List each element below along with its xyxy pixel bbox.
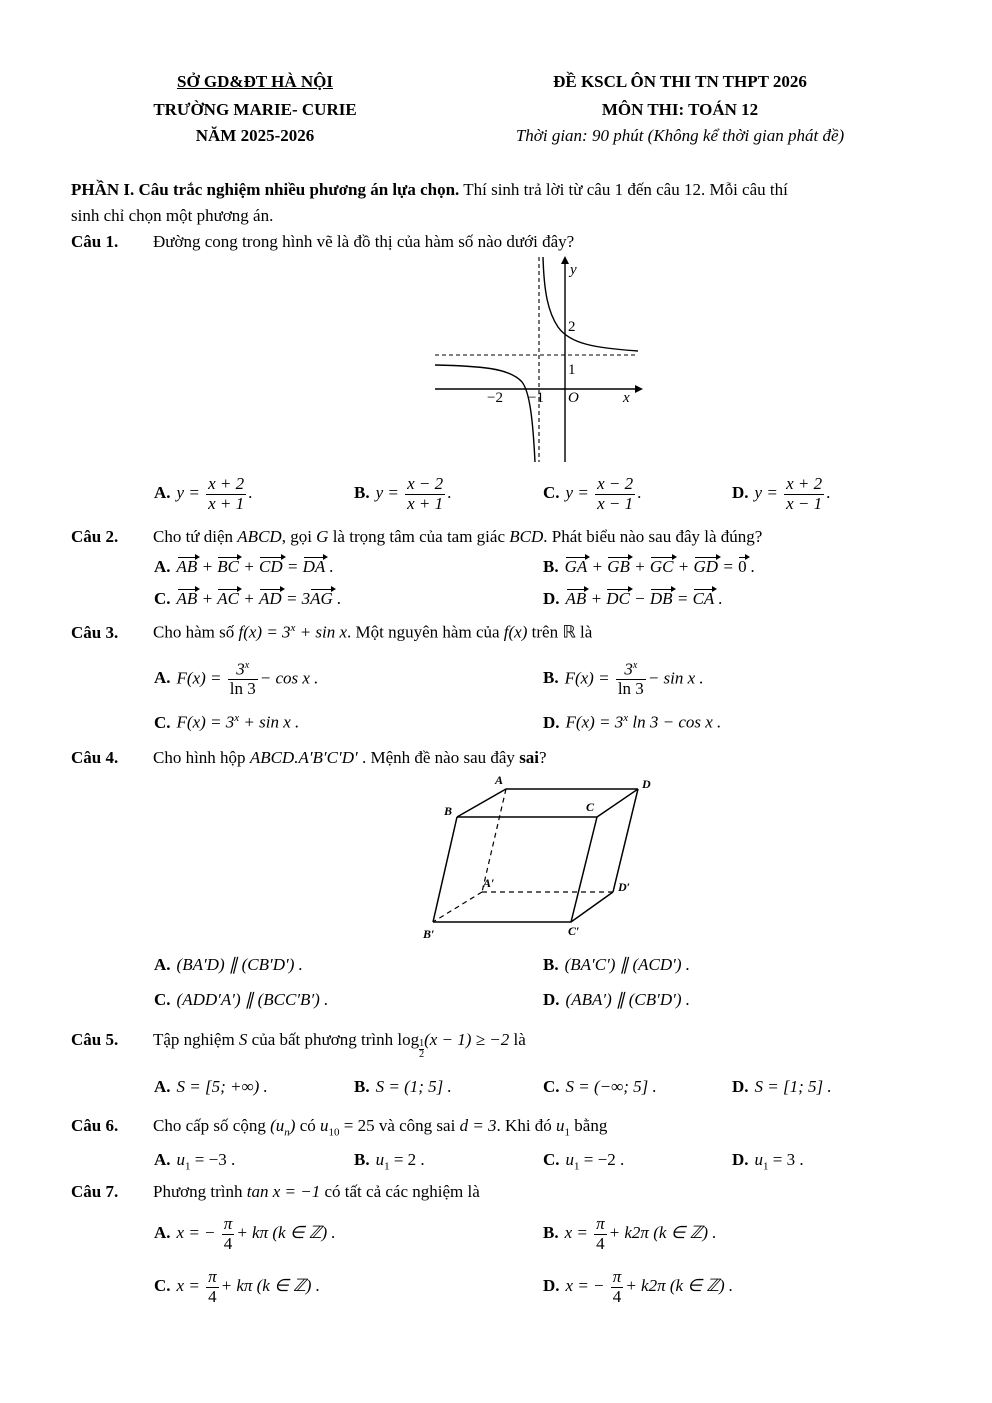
math-un: (u bbox=[270, 1116, 285, 1135]
option-text: = −3 . bbox=[190, 1150, 236, 1169]
option-label: C. bbox=[543, 1077, 560, 1096]
q7-option-c[interactable] bbox=[154, 1268, 320, 1306]
question-text: ? bbox=[539, 748, 547, 767]
option-text: S = (−∞; 5] . bbox=[565, 1077, 657, 1096]
q5-option-b[interactable] bbox=[354, 1077, 452, 1097]
question-number: Câu 4. bbox=[71, 748, 119, 767]
math-log-arg: (x − 1) ≥ −2 bbox=[424, 1030, 510, 1049]
fraction-num: x − 2 bbox=[597, 474, 634, 493]
option-label: C. bbox=[154, 589, 171, 608]
option-label: B. bbox=[354, 1150, 370, 1169]
question-text: . Mệnh đề nào sau đây bbox=[357, 748, 520, 767]
math-sup: x bbox=[623, 712, 629, 724]
option-text: x = − bbox=[176, 1223, 216, 1243]
q4-option-a[interactable] bbox=[154, 955, 303, 975]
q5-option-a[interactable] bbox=[154, 1077, 268, 1097]
fraction-den: 4 bbox=[208, 1286, 217, 1306]
option-label: D. bbox=[543, 589, 560, 608]
question-number: Câu 3. bbox=[71, 622, 119, 642]
q1-option-b[interactable]: B. y = $\frac{x - 2}{x + 1}$ . bbox=[354, 474, 452, 513]
graph-label-neg1: −1 bbox=[528, 390, 544, 406]
log-base-num: 1 bbox=[419, 1038, 425, 1049]
math-abcd: ABCD bbox=[237, 527, 282, 546]
option-label: A. bbox=[154, 955, 171, 974]
q6-option-b[interactable] bbox=[354, 1150, 425, 1172]
math-log: log bbox=[397, 1030, 420, 1049]
option-text: F(x) = bbox=[564, 668, 610, 688]
question-text: Cho hàm số bbox=[153, 622, 239, 642]
option-text: (BA′D) ∥ (CB′D′) . bbox=[176, 955, 303, 974]
math-sup: x bbox=[632, 660, 638, 671]
option-label: C. bbox=[154, 1276, 171, 1296]
math-sub: 1 bbox=[763, 1160, 769, 1173]
q1-option-a[interactable]: A. y = $\frac{x + 2}{x + 1}$ . bbox=[154, 474, 253, 513]
math-u1: u bbox=[754, 1150, 764, 1169]
option-text: − cos x . bbox=[259, 668, 319, 688]
option-text: = 3 . bbox=[768, 1150, 804, 1169]
option-label: D. bbox=[543, 1276, 560, 1296]
math-sub: 10 bbox=[328, 1126, 340, 1139]
math-d: d = 3 bbox=[459, 1116, 497, 1135]
school-name: TRƯỜNG MARIE- CURIE bbox=[153, 100, 357, 119]
fraction-den: 4 bbox=[223, 1233, 233, 1253]
option-text: S = [1; 5] . bbox=[754, 1077, 832, 1096]
option-label: A. bbox=[154, 1077, 171, 1096]
graph-y-label: y bbox=[570, 262, 577, 278]
math-u10: u bbox=[319, 1116, 329, 1135]
option-text: + kπ (k ∈ ℤ) . bbox=[220, 1276, 320, 1296]
school-department: SỞ GD&ĐT HÀ NỘI bbox=[176, 72, 333, 91]
q4-option-c[interactable] bbox=[154, 990, 328, 1010]
option-text: = 2 . bbox=[389, 1150, 425, 1169]
math-sub: 1 bbox=[574, 1160, 580, 1173]
question-text: , gọi bbox=[281, 527, 317, 546]
option-label: A. bbox=[154, 1223, 171, 1243]
log-base-den: 2 bbox=[419, 1049, 425, 1060]
fraction-num: π bbox=[612, 1267, 622, 1286]
math-sup: x bbox=[290, 622, 296, 634]
question-text: của bất phương trình bbox=[247, 1030, 398, 1049]
math-eq: tan x = −1 bbox=[246, 1182, 321, 1201]
math-fx: f(x) = 3 bbox=[238, 622, 291, 642]
q4-option-d[interactable] bbox=[543, 990, 690, 1010]
q3-option-a[interactable] bbox=[154, 660, 318, 699]
q4-option-b[interactable] bbox=[543, 955, 690, 975]
fraction-den: ln 3 bbox=[229, 679, 256, 699]
part-1-instruction bbox=[71, 180, 931, 200]
fraction-num: 3 bbox=[624, 659, 633, 679]
fraction-den: x − 1 bbox=[786, 493, 823, 513]
fraction-num: x + 2 bbox=[208, 474, 245, 493]
option-label: C. bbox=[154, 990, 171, 1009]
school-year: NĂM 2025-2026 bbox=[195, 126, 315, 145]
graph-label-neg2: −2 bbox=[487, 390, 503, 406]
question-text: trên ℝ là bbox=[527, 622, 593, 642]
q5-option-d[interactable] bbox=[732, 1077, 832, 1097]
option-text: + k2π (k ∈ ℤ) . bbox=[608, 1223, 717, 1243]
graph-origin-label: O bbox=[568, 390, 579, 406]
q7-option-a[interactable] bbox=[154, 1215, 336, 1253]
math-fx-tail: + sin x bbox=[295, 622, 348, 642]
option-text: S = (1; 5] . bbox=[375, 1077, 452, 1096]
question-text: Cho tứ diện bbox=[153, 527, 238, 546]
graph-label-2: 2 bbox=[568, 319, 576, 335]
graph-x-label: x bbox=[623, 390, 630, 406]
option-label: B. bbox=[543, 1223, 559, 1243]
option-label: A. bbox=[154, 557, 171, 576]
option-label: A. bbox=[154, 1150, 171, 1169]
vertex-A-prime: A′ bbox=[483, 876, 495, 890]
vertex-D: D bbox=[642, 777, 651, 791]
fraction-num: 3 bbox=[236, 659, 245, 679]
question-number: Câu 5. bbox=[71, 1030, 119, 1049]
math-u10-val: = 25 bbox=[339, 1116, 375, 1135]
option-label: D. bbox=[543, 990, 560, 1009]
q3-option-b[interactable] bbox=[543, 660, 704, 699]
option-label: B. bbox=[543, 557, 559, 576]
question-number: Câu 6. bbox=[71, 1116, 119, 1135]
option-text: = −2 . bbox=[579, 1150, 625, 1169]
question-2 bbox=[71, 527, 931, 547]
fraction-num: π bbox=[596, 1214, 605, 1233]
math-sub: 1 bbox=[564, 1126, 571, 1139]
option-label: B. bbox=[354, 483, 370, 503]
exam-subject: MÔN THI: TOÁN 12 bbox=[601, 100, 759, 119]
question-text: Phương trình bbox=[153, 1182, 247, 1201]
question-text: có tất cả các nghiệm là bbox=[320, 1182, 480, 1201]
question-text: Đường cong trong hình vẽ là đồ thị của hàm số nào dưới đây? bbox=[153, 232, 575, 251]
option-label: B. bbox=[543, 668, 559, 688]
math-fx2: f(x) bbox=[503, 622, 528, 642]
question-number: Câu 2. bbox=[71, 527, 119, 546]
part-1-instruction-line2 bbox=[71, 206, 931, 226]
option-text: ln 3 − cos x . bbox=[628, 712, 722, 732]
fraction-den: x − 1 bbox=[597, 493, 634, 513]
option-text: x = bbox=[564, 1223, 588, 1243]
question-7 bbox=[71, 1182, 931, 1202]
option-label: C. bbox=[543, 483, 560, 503]
vertex-C: C bbox=[586, 800, 595, 814]
part-1-instruction-2: sinh chỉ chọn một phương án. bbox=[71, 206, 274, 225]
vertex-A: A bbox=[495, 773, 504, 787]
q7-option-b[interactable] bbox=[543, 1215, 717, 1253]
q2-option-d[interactable]: D. AB + DC − DB = CA . bbox=[543, 589, 723, 608]
option-label: A. bbox=[154, 668, 171, 688]
question-1 bbox=[71, 232, 931, 252]
q6-option-d[interactable] bbox=[732, 1150, 804, 1172]
math-u1: u bbox=[565, 1150, 575, 1169]
option-label: C. bbox=[543, 1150, 560, 1169]
option-text: F(x) = 3 bbox=[565, 712, 624, 732]
q1-option-d[interactable]: D. y = $\frac{x + 2}{x - 1}$ . bbox=[732, 474, 831, 513]
vertex-D-prime: D′ bbox=[618, 880, 631, 894]
math-sup: x bbox=[234, 712, 240, 724]
fraction-num: x + 2 bbox=[786, 474, 823, 493]
q6-option-c[interactable] bbox=[543, 1150, 624, 1172]
q5-option-c[interactable] bbox=[543, 1077, 657, 1097]
question-text: và công sai bbox=[374, 1116, 460, 1135]
question-text: bằng bbox=[570, 1116, 608, 1135]
q2-option-c[interactable]: C. AB + AC + AD = 3AG . bbox=[154, 589, 342, 608]
question-4 bbox=[71, 748, 931, 768]
option-text: S = [5; +∞) . bbox=[176, 1077, 268, 1096]
fraction-den: 4 bbox=[596, 1233, 605, 1253]
question-text: Tập nghiệm bbox=[153, 1030, 239, 1049]
option-text: x = − bbox=[565, 1276, 605, 1296]
question-text: là trọng tâm của tam giác bbox=[328, 527, 510, 546]
vertex-B: B bbox=[444, 804, 453, 818]
math-s: S bbox=[238, 1030, 248, 1049]
option-text: + sin x . bbox=[239, 712, 300, 732]
question-3 bbox=[71, 622, 931, 643]
question-5 bbox=[71, 1030, 931, 1060]
question-text: . Phát biểu nào sau đây là đúng? bbox=[543, 527, 763, 546]
exam-title: ĐỀ KSCL ÔN THI TN THPT 2026 bbox=[553, 72, 807, 91]
math-un-close: ) bbox=[289, 1116, 296, 1135]
math-sub: 1 bbox=[384, 1160, 390, 1173]
fraction-num: π bbox=[208, 1267, 217, 1286]
option-text: + k2π (k ∈ ℤ) . bbox=[625, 1276, 734, 1296]
question-number: Câu 7. bbox=[71, 1182, 119, 1201]
math-u1: u bbox=[176, 1150, 186, 1169]
emphasis-sai: sai bbox=[519, 748, 540, 767]
option-text: F(x) = 3 bbox=[176, 712, 235, 732]
option-text: (ABA′) ∥ (CB′D′) . bbox=[565, 990, 690, 1009]
fraction-num: x − 2 bbox=[407, 474, 444, 493]
question-text: . Một nguyên hàm của bbox=[347, 622, 504, 642]
math-bcd: BCD bbox=[509, 527, 544, 546]
fraction-den: x + 1 bbox=[208, 493, 245, 513]
option-label: D. bbox=[732, 483, 749, 503]
question-number: Câu 1. bbox=[71, 232, 119, 251]
question-text: Cho hình hộp bbox=[153, 748, 250, 767]
math-box: ABCD.A′B′C′D′ bbox=[249, 748, 358, 767]
question-text: . Khi đó bbox=[496, 1116, 557, 1135]
question-6 bbox=[71, 1116, 931, 1138]
part-1-title: PHẦN I. Câu trắc nghiệm nhiều phương án lựa chọn. bbox=[71, 180, 460, 199]
option-text: + kπ (k ∈ ℤ) . bbox=[236, 1223, 336, 1243]
graph-label-1: 1 bbox=[568, 362, 576, 378]
math-u1: u bbox=[375, 1150, 385, 1169]
option-text: (BA′C′) ∥ (ACD′) . bbox=[564, 955, 691, 974]
question-text: Cho cấp số cộng bbox=[153, 1116, 271, 1135]
fraction-den: ln 3 bbox=[617, 679, 644, 699]
q6-option-a[interactable] bbox=[154, 1150, 235, 1172]
q2-option-b[interactable]: B. GA + GB + GC + GD = 0 . bbox=[543, 557, 756, 576]
math-sub: 1 bbox=[185, 1160, 191, 1173]
q7-option-d[interactable] bbox=[543, 1268, 733, 1306]
math-u1: u bbox=[556, 1116, 565, 1135]
math-g: G bbox=[316, 527, 329, 546]
option-label: A. bbox=[154, 483, 171, 503]
vertex-C-prime: C′ bbox=[568, 924, 580, 938]
fraction-den: 4 bbox=[612, 1286, 622, 1306]
q3-option-c[interactable] bbox=[154, 712, 299, 733]
vertex-B-prime: B′ bbox=[423, 927, 435, 941]
math-sup: x bbox=[244, 660, 250, 671]
option-text: − sin x . bbox=[647, 668, 704, 688]
parallelepiped-figure bbox=[420, 772, 660, 942]
option-text: F(x) = bbox=[176, 668, 222, 688]
fraction-den: x + 1 bbox=[407, 493, 444, 513]
q2-option-a[interactable]: A. AB + BC + CD = DA . bbox=[154, 557, 334, 576]
math-sub: n bbox=[284, 1126, 290, 1139]
option-label: D. bbox=[543, 712, 560, 732]
option-label: D. bbox=[732, 1150, 749, 1169]
option-label: D. bbox=[732, 1077, 749, 1096]
part-1-instruction-1: Thí sinh trả lời từ câu 1 đến câu 12. Mỗi câu thí bbox=[459, 180, 788, 199]
question-text: là bbox=[509, 1030, 526, 1049]
exam-time: Thời gian: 90 phút (Không kể thời gian phát đề) bbox=[515, 126, 845, 145]
option-text: (ADD′A′) ∥ (BCC′B′) . bbox=[176, 990, 329, 1009]
option-label: C. bbox=[154, 712, 171, 732]
q1-option-c[interactable]: C. y = $\frac{x - 2}{x - 1}$ . bbox=[543, 474, 642, 513]
question-text: có bbox=[295, 1116, 320, 1135]
function-graph bbox=[430, 252, 645, 464]
option-label: B. bbox=[354, 1077, 370, 1096]
q3-option-d[interactable] bbox=[543, 712, 721, 733]
option-text: x = bbox=[176, 1276, 200, 1296]
option-label: B. bbox=[543, 955, 559, 974]
fraction-num: π bbox=[223, 1214, 233, 1233]
